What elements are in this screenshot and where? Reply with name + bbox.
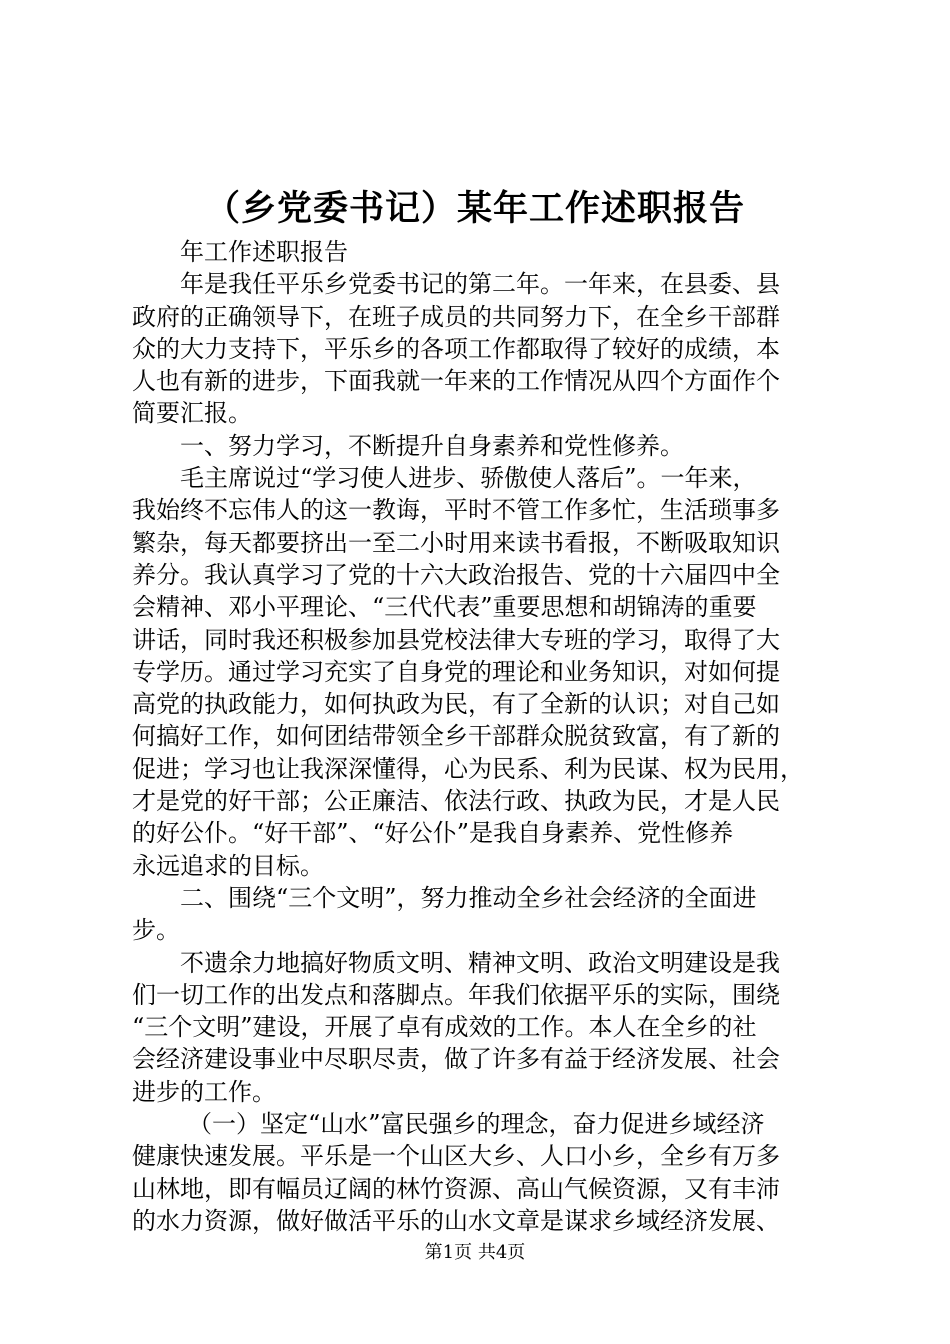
text-line: 的好公仆。“好干部”、“好公仆”是我自身素养、党性修养 <box>132 819 734 848</box>
text-line: 政府的正确领导下，在班子成员的共同努力下，在全乡干部群 <box>132 302 780 331</box>
text-line: 年工作述职报告 <box>180 238 348 266</box>
text-line: 众的大力支持下，平乐乡的各项工作都取得了较好的成绩，本 <box>132 334 780 363</box>
text-line: 人也有新的进步，下面我就一年来的工作情况从四个方面作个 <box>132 367 780 396</box>
text-line: 健康快速发展。平乐是一个山区大乡、人口小乡，全乡有万多 <box>132 1142 780 1171</box>
subsection-heading: （一）坚定“山水”富民强乡的理念，奋力促进乡域经济 <box>188 1110 765 1139</box>
document-title: （乡党委书记）某年工作述职报告 <box>204 189 745 229</box>
text-line: 永远追求的目标。 <box>132 851 324 880</box>
text-line: 繁杂，每天都要挤出一至二小时用来读书看报，不断吸取知识 <box>132 528 780 557</box>
text-line: 会精神、邓小平理论、“三代代表”重要思想和胡锦涛的重要 <box>132 593 757 622</box>
text-line: “三个文明”建设，开展了卓有成效的工作。本人在全乡的社 <box>132 1013 757 1042</box>
text-line: 促进；学习也让我深深懂得，心为民系、利为民谋、权为民用， <box>132 754 804 783</box>
text-line: 们一切工作的出发点和落脚点。年我们依据平乐的实际，围绕 <box>132 980 780 1009</box>
text-line: 讲话，同时我还积极参加县党校法律大专班的学习，取得了大 <box>132 625 780 654</box>
text-line: 的水力资源，做好做活平乐的山水文章是谋求乡域经济发展、 <box>132 1206 780 1235</box>
text-line: 高党的执政能力，如何执政为民，有了全新的认识；对自己如 <box>132 690 780 719</box>
text-line: 专学历。通过学习充实了自身党的理论和业务知识，对如何提 <box>132 657 780 686</box>
section-heading: 二、围绕“三个文明”，努力推动全乡社会经济的全面进 <box>180 883 757 912</box>
document-body <box>132 236 832 1237</box>
text-line: 我始终不忘伟人的这一教诲，平时不管工作多忙，生活琐事多 <box>132 496 780 525</box>
text-line: 不遗余力地搞好物质文明、精神文明、政治文明建设是我 <box>180 948 780 977</box>
page-number: 第1页 共4页 <box>424 1242 526 1263</box>
text-line: 才是党的好干部；公正廉洁、依法行政、执政为民，才是人民 <box>132 787 780 816</box>
text-line: 山林地，即有幅员辽阔的林竹资源、高山气候资源，又有丰沛 <box>132 1174 780 1203</box>
text-line: 何搞好工作，如何团结带领全乡干部群众脱贫致富，有了新的 <box>132 722 780 751</box>
text-line: 养分。我认真学习了党的十六大政治报告、党的十六届四中全 <box>132 560 780 589</box>
text-line: 毛主席说过“学习使人进步、骄傲使人落后”。一年来， <box>180 464 757 493</box>
section-heading: 一、努力学习，不断提升自身素养和党性修养。 <box>180 431 684 460</box>
text-line: 进步的工作。 <box>132 1077 276 1106</box>
text-line: 步。 <box>132 916 180 945</box>
text-line: 年是我任平乐乡党委书记的第二年。一年来，在县委、县 <box>180 270 780 299</box>
text-line: 简要汇报。 <box>132 399 252 428</box>
text-line: 会经济建设事业中尽职尽责，做了许多有益于经济发展、社会 <box>132 1045 780 1074</box>
